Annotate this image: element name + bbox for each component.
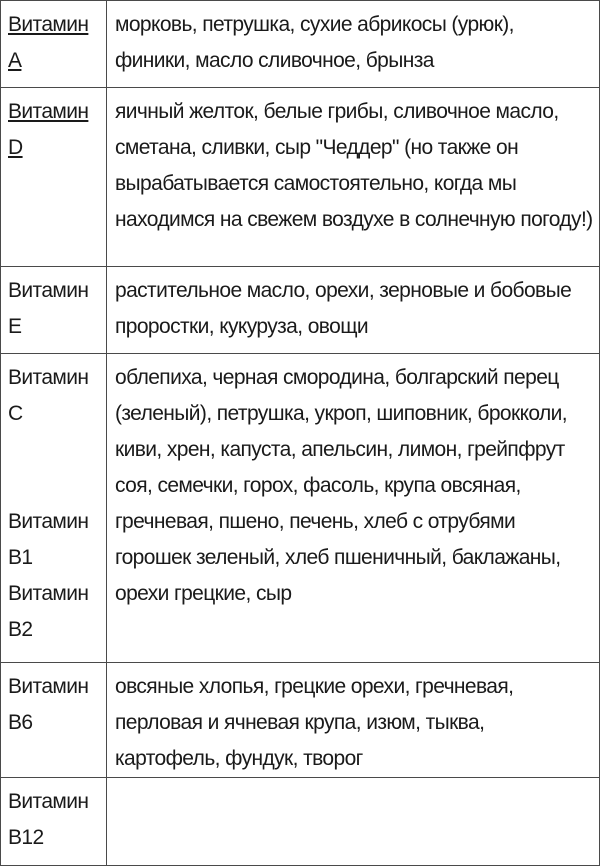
food-list-empty xyxy=(107,778,600,866)
table-row-vitamin-d xyxy=(1,88,600,267)
table-row-vitamin-e xyxy=(1,267,600,354)
vitamin-name: Витамин A xyxy=(8,13,89,72)
food-list: овсяные хлопья, грецкие орехи, гречневая, перловая и ячневая крупа, изюм, тыква, картофель, фундук, творог xyxy=(107,663,600,778)
vitamin-name: Витамин D xyxy=(8,100,89,159)
food-list: яичный желток, белые грибы, сливочное масло, сметана, сливки, сыр "Чеддер" (но также он вырабатывается самостоятельно, когда мы находимся на свежем воздухе в солнечную погоду!) xyxy=(107,88,600,267)
table-row-vitamin-a xyxy=(1,1,600,88)
table-row-vitamin-c-b1-b2 xyxy=(1,354,600,663)
vitamin-name-b2: Витамин B2 xyxy=(8,582,89,641)
vitamin-name: Витамин E xyxy=(1,267,107,354)
vitamin-name: Витамин B12 xyxy=(1,778,107,866)
table-row-vitamin-b12 xyxy=(1,778,600,866)
food-list: растительное масло, орехи, зерновые и бобовые проростки, кукуруза, овощи xyxy=(107,267,600,354)
vitamin-name-b1: Витамин B1 xyxy=(8,510,89,569)
vitamin-name: Витамин C xyxy=(8,366,89,425)
table-row-vitamin-b6 xyxy=(1,663,600,778)
food-list-c: облепиха, черная смородина, болгарский перец (зеленый), петрушка, укроп, шиповник, брокколи, киви, хрен, капуста, апельсин, лимон, грейпфрут xyxy=(115,366,568,461)
vitamin-name: Витамин B6 xyxy=(1,663,107,778)
food-list: морковь, петрушка, сухие абрикосы (урюк), финики, масло сливочное, брынза xyxy=(107,1,600,88)
food-list-b2: горошек зеленый, хлеб пшеничный, баклажаны, орехи грецкие, сыр xyxy=(115,546,561,605)
food-list-b1: соя, семечки, горох, фасоль, крупа овсяная, гречневая, пшено, печень, хлеб с отрубями xyxy=(115,474,521,533)
